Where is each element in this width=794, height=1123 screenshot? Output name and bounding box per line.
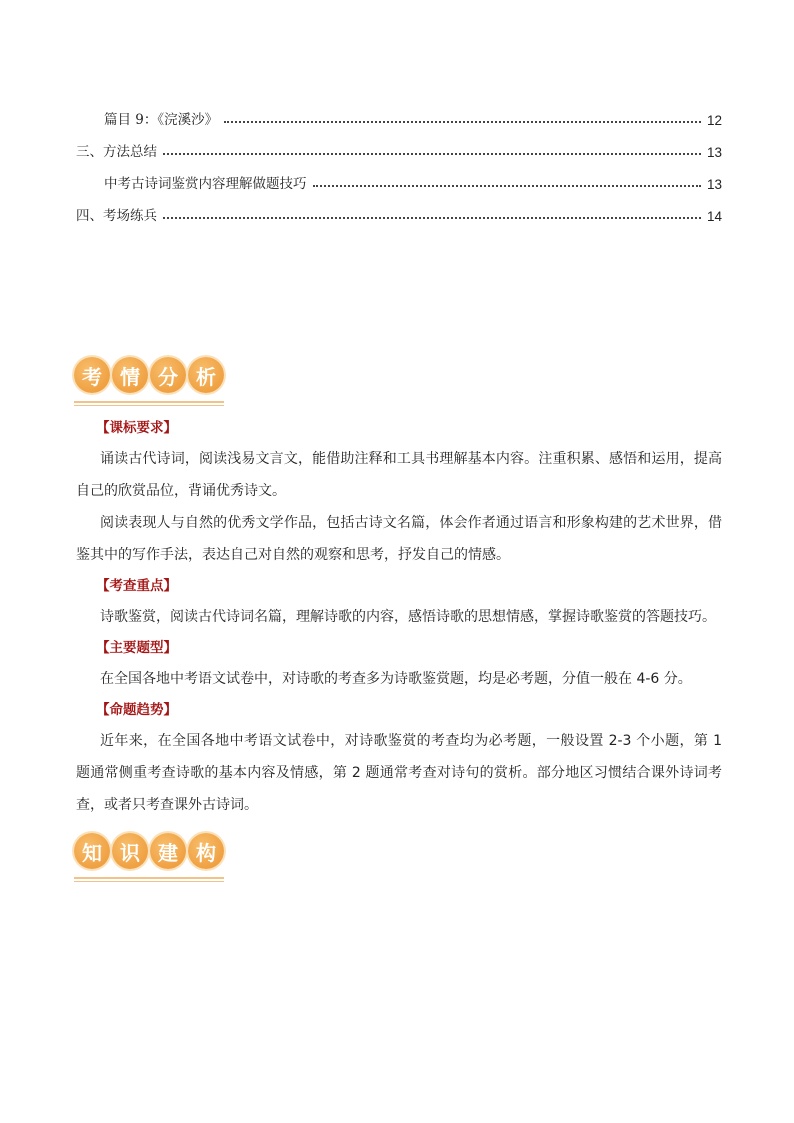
paragraph: 诵读古代诗词，阅读浅易文言文，能借助注释和工具书理解基本内容。注重积累、感悟和运用，提高自己的欣赏品位，背诵优秀诗文。	[76, 451, 722, 499]
toc-entry[interactable]	[76, 128, 722, 160]
toc-leader-dots	[163, 153, 701, 155]
toc-page-number: 13	[706, 177, 722, 192]
toc-title: 中考古诗词鉴赏内容理解做题技巧	[104, 176, 307, 192]
toc-page-number: 13	[706, 145, 722, 160]
paragraph: 阅读表现人与自然的优秀文学作品，包括古诗文名篇，体会作者通过语言和形象构建的艺术世界，借鉴其中的写作手法，表达自己对自然的观察和思考，抒发自己的情感。	[76, 515, 722, 563]
section-heading: 【命题趋势】	[96, 702, 177, 718]
badge-underline	[74, 881, 224, 882]
paragraph: 诗歌鉴赏，阅读古代诗词名篇，理解诗歌的内容，感悟诗歌的思想情感，掌握诗歌鉴赏的答题技巧。	[100, 609, 716, 625]
section-heading: 【主要题型】	[96, 640, 177, 656]
badge-underline	[74, 405, 224, 406]
badge-char: 情	[112, 357, 148, 393]
badge-char: 析	[188, 357, 224, 393]
toc-page-number: 12	[706, 113, 722, 128]
badge-char: 识	[112, 833, 148, 869]
toc-leader-dots	[224, 121, 701, 123]
section-badge-knowledge-construction	[74, 833, 224, 873]
toc-leader-dots	[313, 185, 701, 187]
badge-char: 构	[188, 833, 224, 869]
toc-entry[interactable]	[76, 192, 722, 224]
section-heading: 【课标要求】	[96, 420, 177, 436]
toc-title: 篇目 9：《浣溪沙》	[104, 112, 219, 128]
toc-title: 四、考场练兵	[76, 208, 157, 224]
section-badge-exam-analysis	[74, 357, 224, 397]
toc-entry[interactable]	[76, 96, 722, 128]
exam-analysis-content	[76, 413, 722, 821]
toc-title: 三、方法总结	[76, 144, 157, 160]
badge-char: 分	[150, 357, 186, 393]
paragraph: 在全国各地中考语文试卷中，对诗歌的考查多为诗歌鉴赏题，均是必考题，分值一般在 4-6 分。	[100, 671, 692, 687]
badge-underline	[74, 877, 224, 879]
badge-char: 建	[150, 833, 186, 869]
section-heading: 【考查重点】	[96, 578, 177, 594]
toc-entry[interactable]	[76, 160, 722, 192]
paragraph: 近年来，在全国各地中考语文试卷中，对诗歌鉴赏的考查均为必考题，一般设置 2-3 个小题，第 1 题通常侧重考查诗歌的基本内容及情感，第 2 题通常考查对诗句的赏析。部分地区习惯结合课外诗词考查，或者只考查课外古诗词。	[76, 733, 722, 813]
badge-char: 考	[74, 357, 110, 393]
toc-leader-dots	[163, 217, 701, 219]
badge-char: 知	[74, 833, 110, 869]
table-of-contents	[76, 96, 722, 224]
badge-underline	[74, 401, 224, 403]
toc-page-number: 14	[706, 209, 722, 224]
